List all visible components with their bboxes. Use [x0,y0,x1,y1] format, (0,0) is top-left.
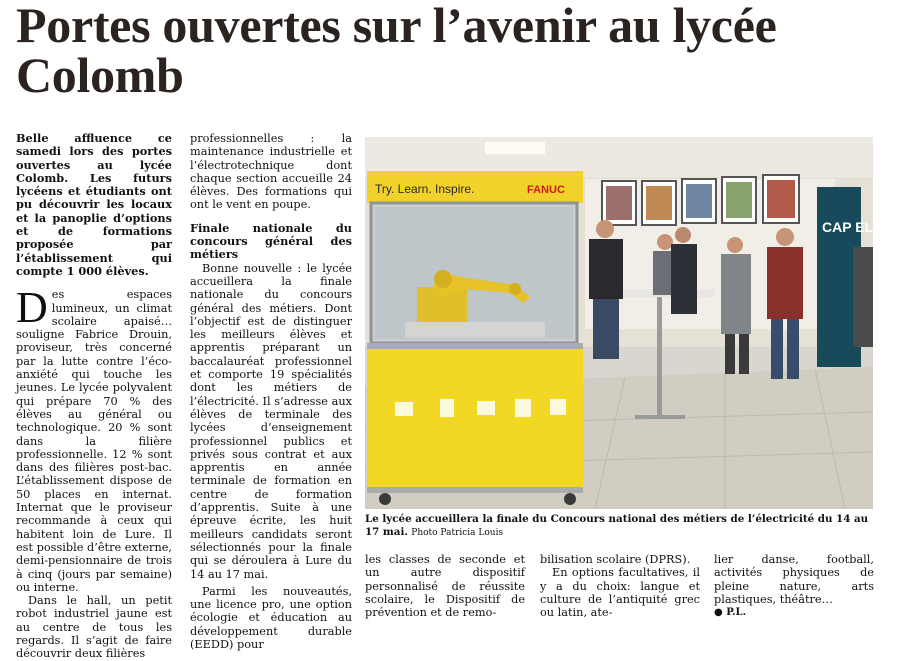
paragraph-intro-text: es espaces lumineux, un climat scolaire apaisé… souligne Fabrice Drouin, proviseur, très concerné par la lutte contre l’éco-anxiété qui touche les jeunes. Le lycée polyvalent qui prépare 70 % des élèves au général ou technologique. 20 % sont dans la filière professionnelle. 12 % sont dans des filières post-bac. L’établissement dispose de 50 places en internat. Internat que le proviseur recommande à ceux qui habitent loin de Lure. Il est possible d’être externe, demi-pensionnaire de trois à cinq (jours par semaine) ou interne. [16,288,172,594]
robot-brand: FANUC [527,184,565,196]
paragraph-filieres: professionnelles : la maintenance industrielle et l’électrotechnique dont chaque section accueille 24 élèves. Des formations qui ont le vent en poupe. [190,132,352,212]
headline: Portes ouvertes sur l’avenir au lycée Colomb [16,0,777,103]
paragraph-intro [16,283,172,594]
paragraph-options: En options facultatives, il y a du choix: langue et culture de l’antiquité grec ou latin, ate- [540,566,700,620]
robot-cell-slogan: Try. Learn. Inspire. [375,182,475,196]
author-signature: ● P.L. [714,607,747,619]
photo-caption [365,513,873,540]
column-4 [540,553,700,619]
paragraph-concours: Bonne nouvelle : le lycée accueillera la finale nationale du concours général des métiers. Dont l’objectif est de distinguer les meilleurs élèves et apprentis préparant un baccalauréat professionnel et comporte 19 spécialités dont les métiers de l’électricité. Il s’adresse aux élèves de terminale des lycées d’enseignement professionnel publics et privés sous contrat et aux apprentis en année terminale de formation en centre de formation d’apprentis. Suite à une épreuve écrite, les huit meilleurs candidats seront sélectionnés pour la finale qui se déroulera à Lure du 14 au 17 mai. [190,261,352,581]
banner-text: CAP ELEC [822,219,893,235]
column-5 [714,553,874,619]
subheading: Finale nationale du concours général des métiers [190,220,352,262]
paragraph-continued: les classes de seconde et un autre dispositif personnalisé de réussite scolaire, le Dispositif de prévention et de remo- [365,553,525,620]
chapo: Belle affluence ce samedi lors des portes ouvertes au lycée Colomb. Les futurs lycéens et étudiants ont pu découvrir les locaux et la panoplie d’options et de formations proposée par l’établissement qui compte 1 000 élèves. [16,131,172,278]
paragraph-dprs: bilisation scolaire (DPRS). [540,553,691,566]
column-3 [365,553,525,619]
photo-credit: Photo Patricia Louis [411,527,504,538]
column-1 [16,132,172,661]
drop-cap: D [16,283,48,333]
caption-text: Le lycée accueillera la finale du Concours national des métiers de l’électricité du 14 au 17 mai. [365,513,869,538]
column-2 [190,132,352,651]
article-photo [365,137,893,509]
paragraph-nouveautes: Parmi les nouveautés, une licence pro, une option écologie et éducation au développement durable (EEDD) pour [190,584,352,651]
paragraph-activities: lier danse, football, activités physiques de pleine nature, arts plastiques, théâtre… [714,553,874,606]
paragraph-robot: Dans le hall, un petit robot industriel jaune est au centre de tous les regards. Il s’agit de faire découvrir deux filières [16,594,172,661]
